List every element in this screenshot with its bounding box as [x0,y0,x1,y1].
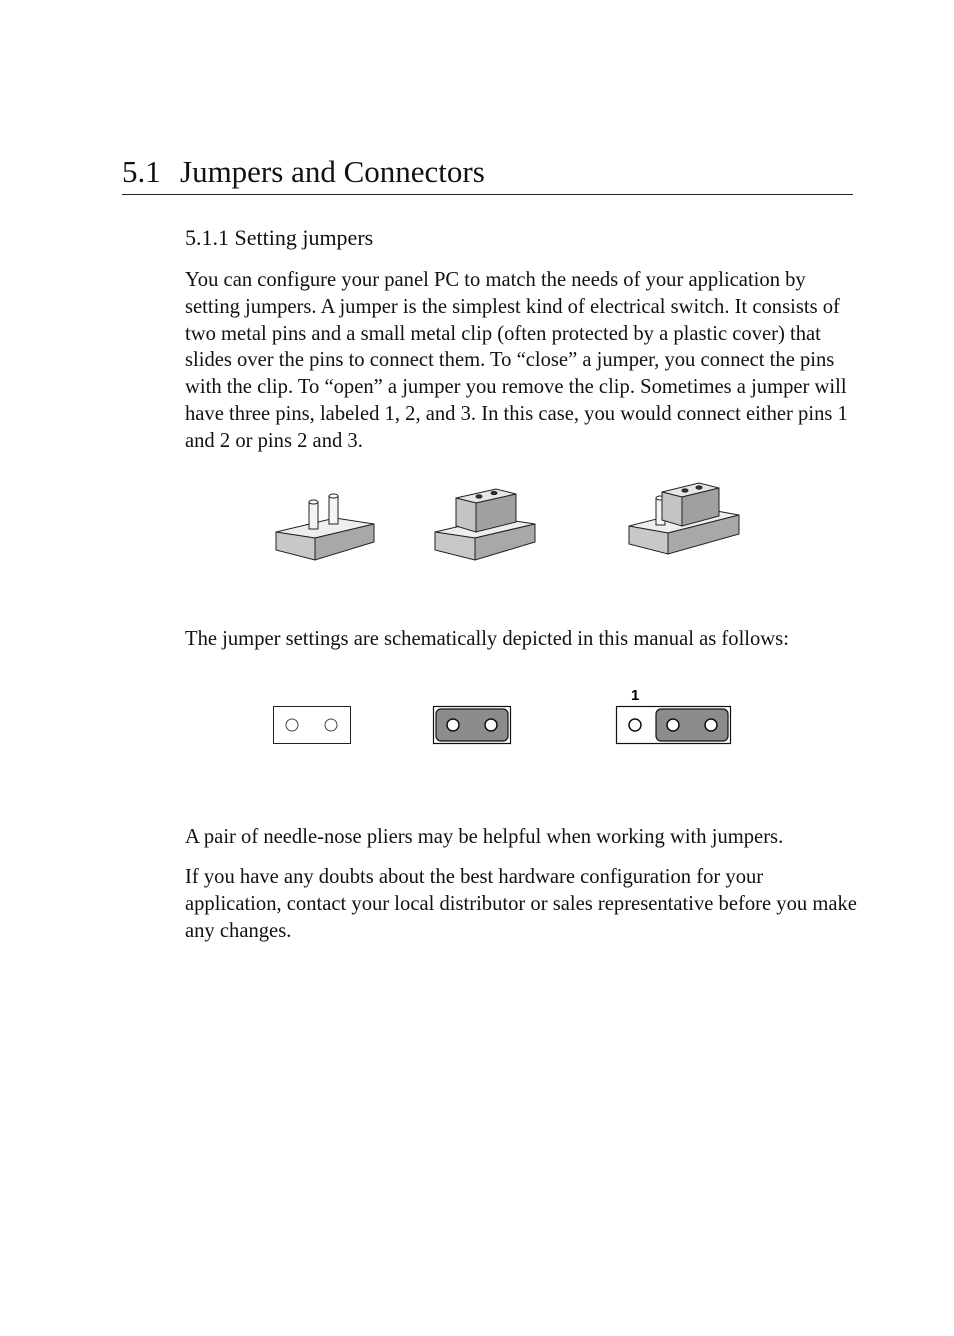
section-title: Jumpers and Connectors [180,154,485,189]
jumper-illustrations [260,480,760,575]
three-pin-jumper-illustration [629,483,739,554]
pliers-paragraph: A pair of needle-nose pliers may be helpful when working with jumpers. [185,826,784,848]
section-number: 5.1 [122,154,161,189]
subsection-title: 5.1.1 Setting jumpers [185,225,374,250]
open-jumper-illustration [276,494,374,560]
open-jumper-schematic [274,707,351,744]
three-pin-jumper-schematic [617,687,731,744]
closed-jumper-illustration [435,489,535,560]
jumper-schematics [265,680,745,755]
section-heading [122,152,853,195]
doubts-paragraph: If you have any doubts about the best hardware configuration for your application, contact your local distributor or sales representative before you make any changes. [185,866,857,942]
schematic-intro-paragraph: The jumper settings are schematically depicted in this manual as follows: [185,628,789,650]
pin-1-label: 1 [631,687,640,704]
closed-jumper-schematic [434,707,511,744]
intro-paragraph: You can configure your panel PC to match the needs of your application by setting jumpers. A jumper is the simplest kind of electrical switch. It consists of two metal pins and a small metal clip (often protected by a plastic cover) that slides over the pins to connect them. To “close” a jumper, you connect the pins with the clip. To “open” a jumper you remove the clip. Sometimes a jumper will have three pins, labeled 1, 2, and 3. In this case, you would connect either pins 1 and 2 or pins 2 and 3. [185,269,848,452]
